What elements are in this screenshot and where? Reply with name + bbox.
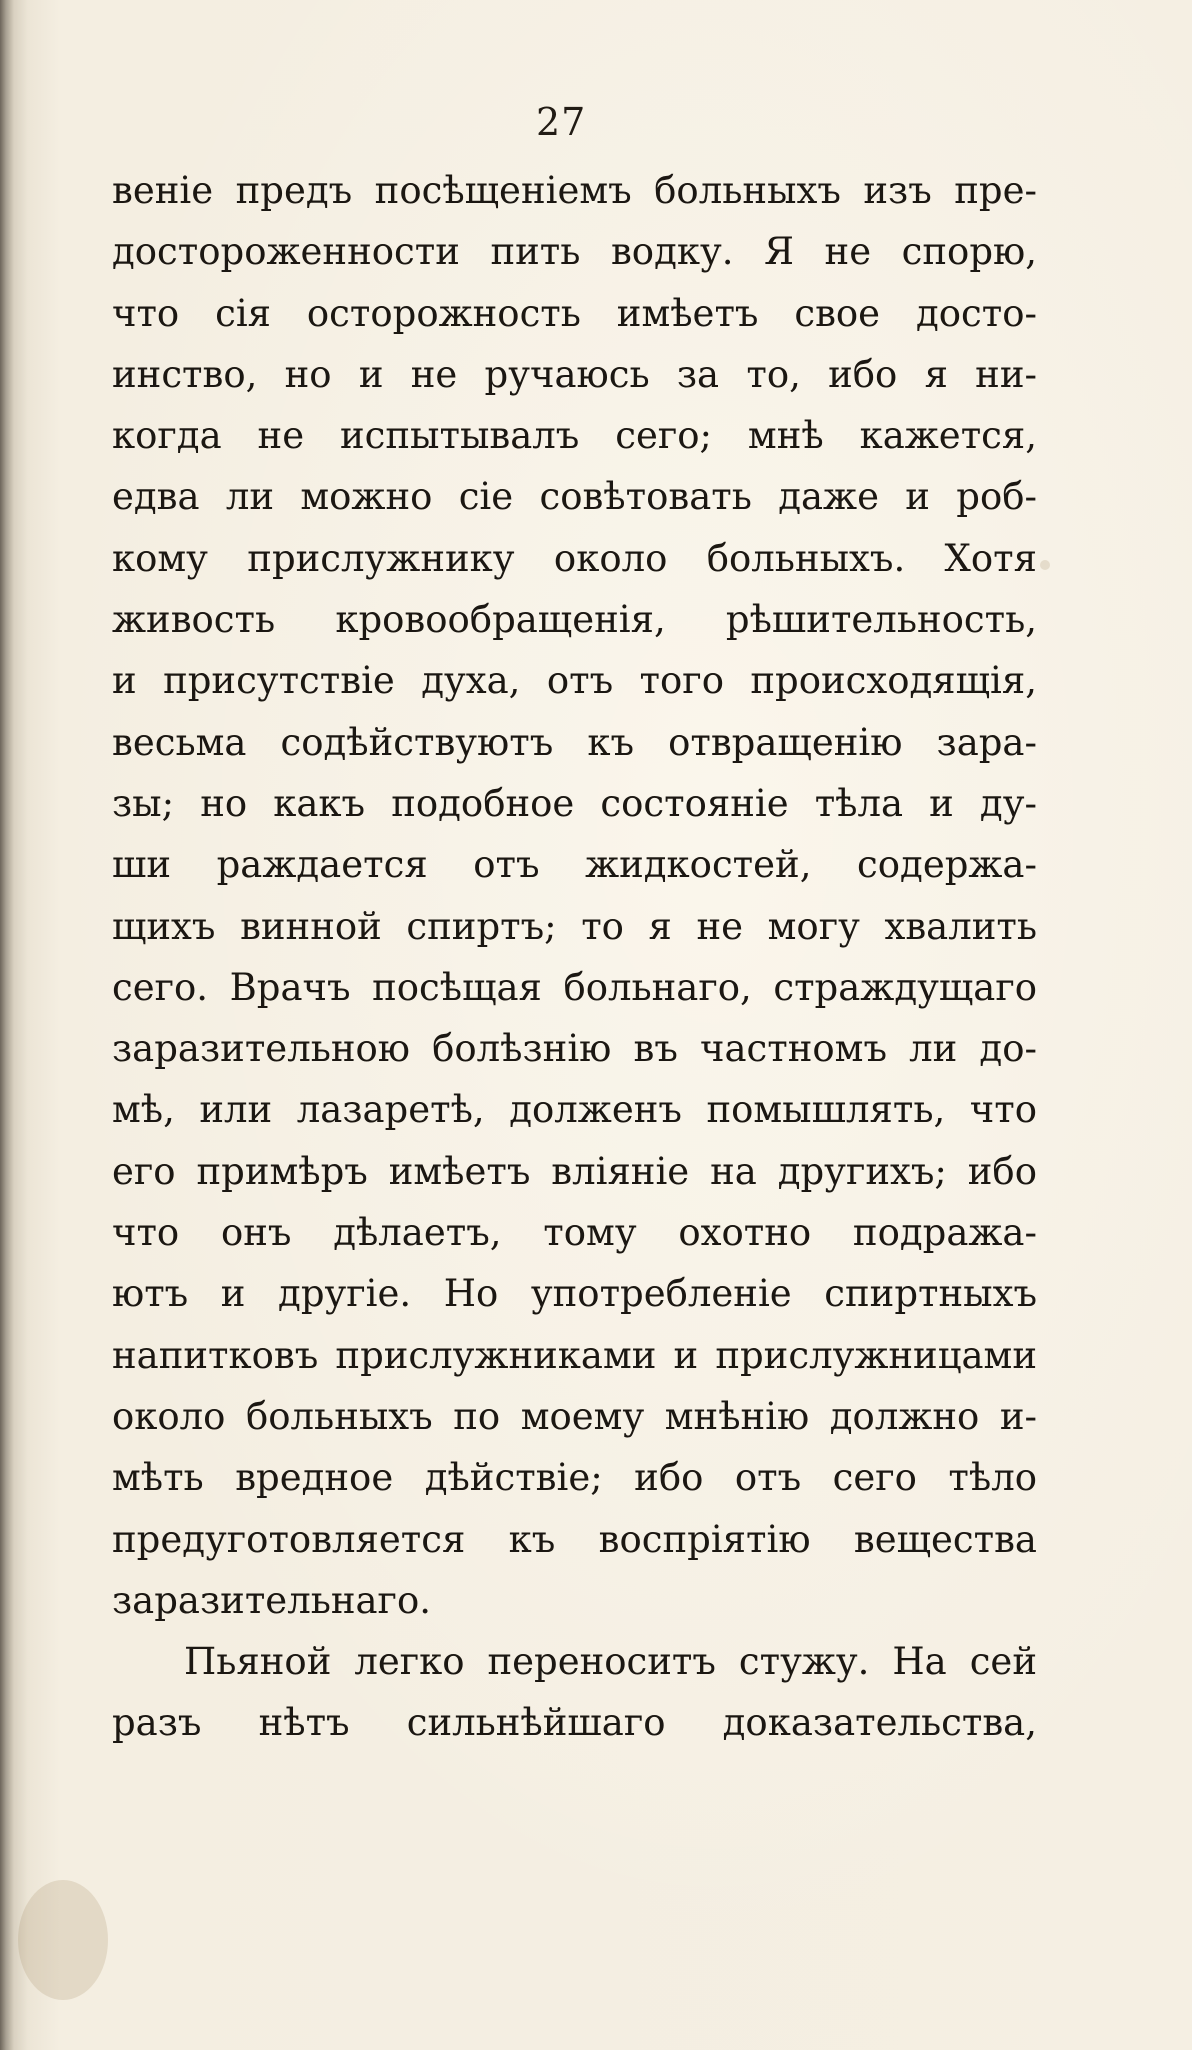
text-line: весьма содѣйствуютъ къ отвращенію зара- [112, 720, 1037, 764]
text-line: достороженности пить водку. Я не спорю, [112, 230, 1037, 274]
paragraph-first-line: Пьяной легко переноситъ стужу. На сей [184, 1640, 1037, 1684]
text-line: кому прислужнику около больныхъ. Хотя [112, 536, 1037, 580]
text-line: что сія осторожность имѣетъ свое досто- [112, 291, 1037, 335]
text-line: ши раждается отъ жидкостей, содержа- [112, 843, 1037, 887]
text-line: зы; но какъ подобное состояніе тѣла и ду- [112, 781, 1037, 825]
text-line: заразительною болѣзнію въ частномъ ли до- [112, 1027, 1037, 1071]
page-number: 27 [536, 100, 587, 144]
text-line: напитковъ прислужниками и прислужницами [112, 1333, 1037, 1377]
text-line: и присутствіе духа, отъ того происходящія, [112, 659, 1037, 703]
text-line: разъ нѣтъ сильнѣйшаго доказательства, [112, 1701, 1037, 1745]
text-line: около больныхъ по моему мнѣнію должно и- [112, 1394, 1037, 1438]
text-line: что онъ дѣлаетъ, тому охотно подража- [112, 1211, 1037, 1255]
text-line: живость кровообращенія, рѣшительность, [112, 598, 1037, 642]
text-line: мѣть вредное дѣйствіе; ибо отъ сего тѣло [112, 1456, 1037, 1500]
text-line: его примѣръ имѣетъ вліяніе на другихъ; ибо [112, 1149, 1037, 1193]
text-line: сего. Врачъ посѣщая больнаго, страждущаго [112, 965, 1037, 1009]
body-text [112, 160, 1037, 1754]
text-line: веніе предъ посѣщеніемъ больныхъ изъ пре- [112, 169, 1037, 212]
text-line: предуготовляется къ воспріятію вещества [112, 1517, 1037, 1561]
text-line: мѣ, или лазаретѣ, долженъ помышлять, что [112, 1088, 1037, 1132]
text-line: когда не испытывалъ сего; мнѣ кажется, [112, 414, 1037, 458]
text-line: щихъ винной спиртъ; то я не могу хвалить [112, 904, 1037, 948]
paper-stain [18, 1880, 108, 2000]
text-line: инство, но и не ручаюсь за то, ибо я ни- [112, 352, 1037, 396]
text-line: едва ли можно сіе совѣтовать даже и роб- [112, 475, 1037, 519]
text-line: заразительнаго. [112, 1578, 431, 1622]
text-line: ютъ и другіе. Но употребленіе спиртныхъ [112, 1272, 1037, 1316]
paper-stain [1040, 560, 1050, 570]
